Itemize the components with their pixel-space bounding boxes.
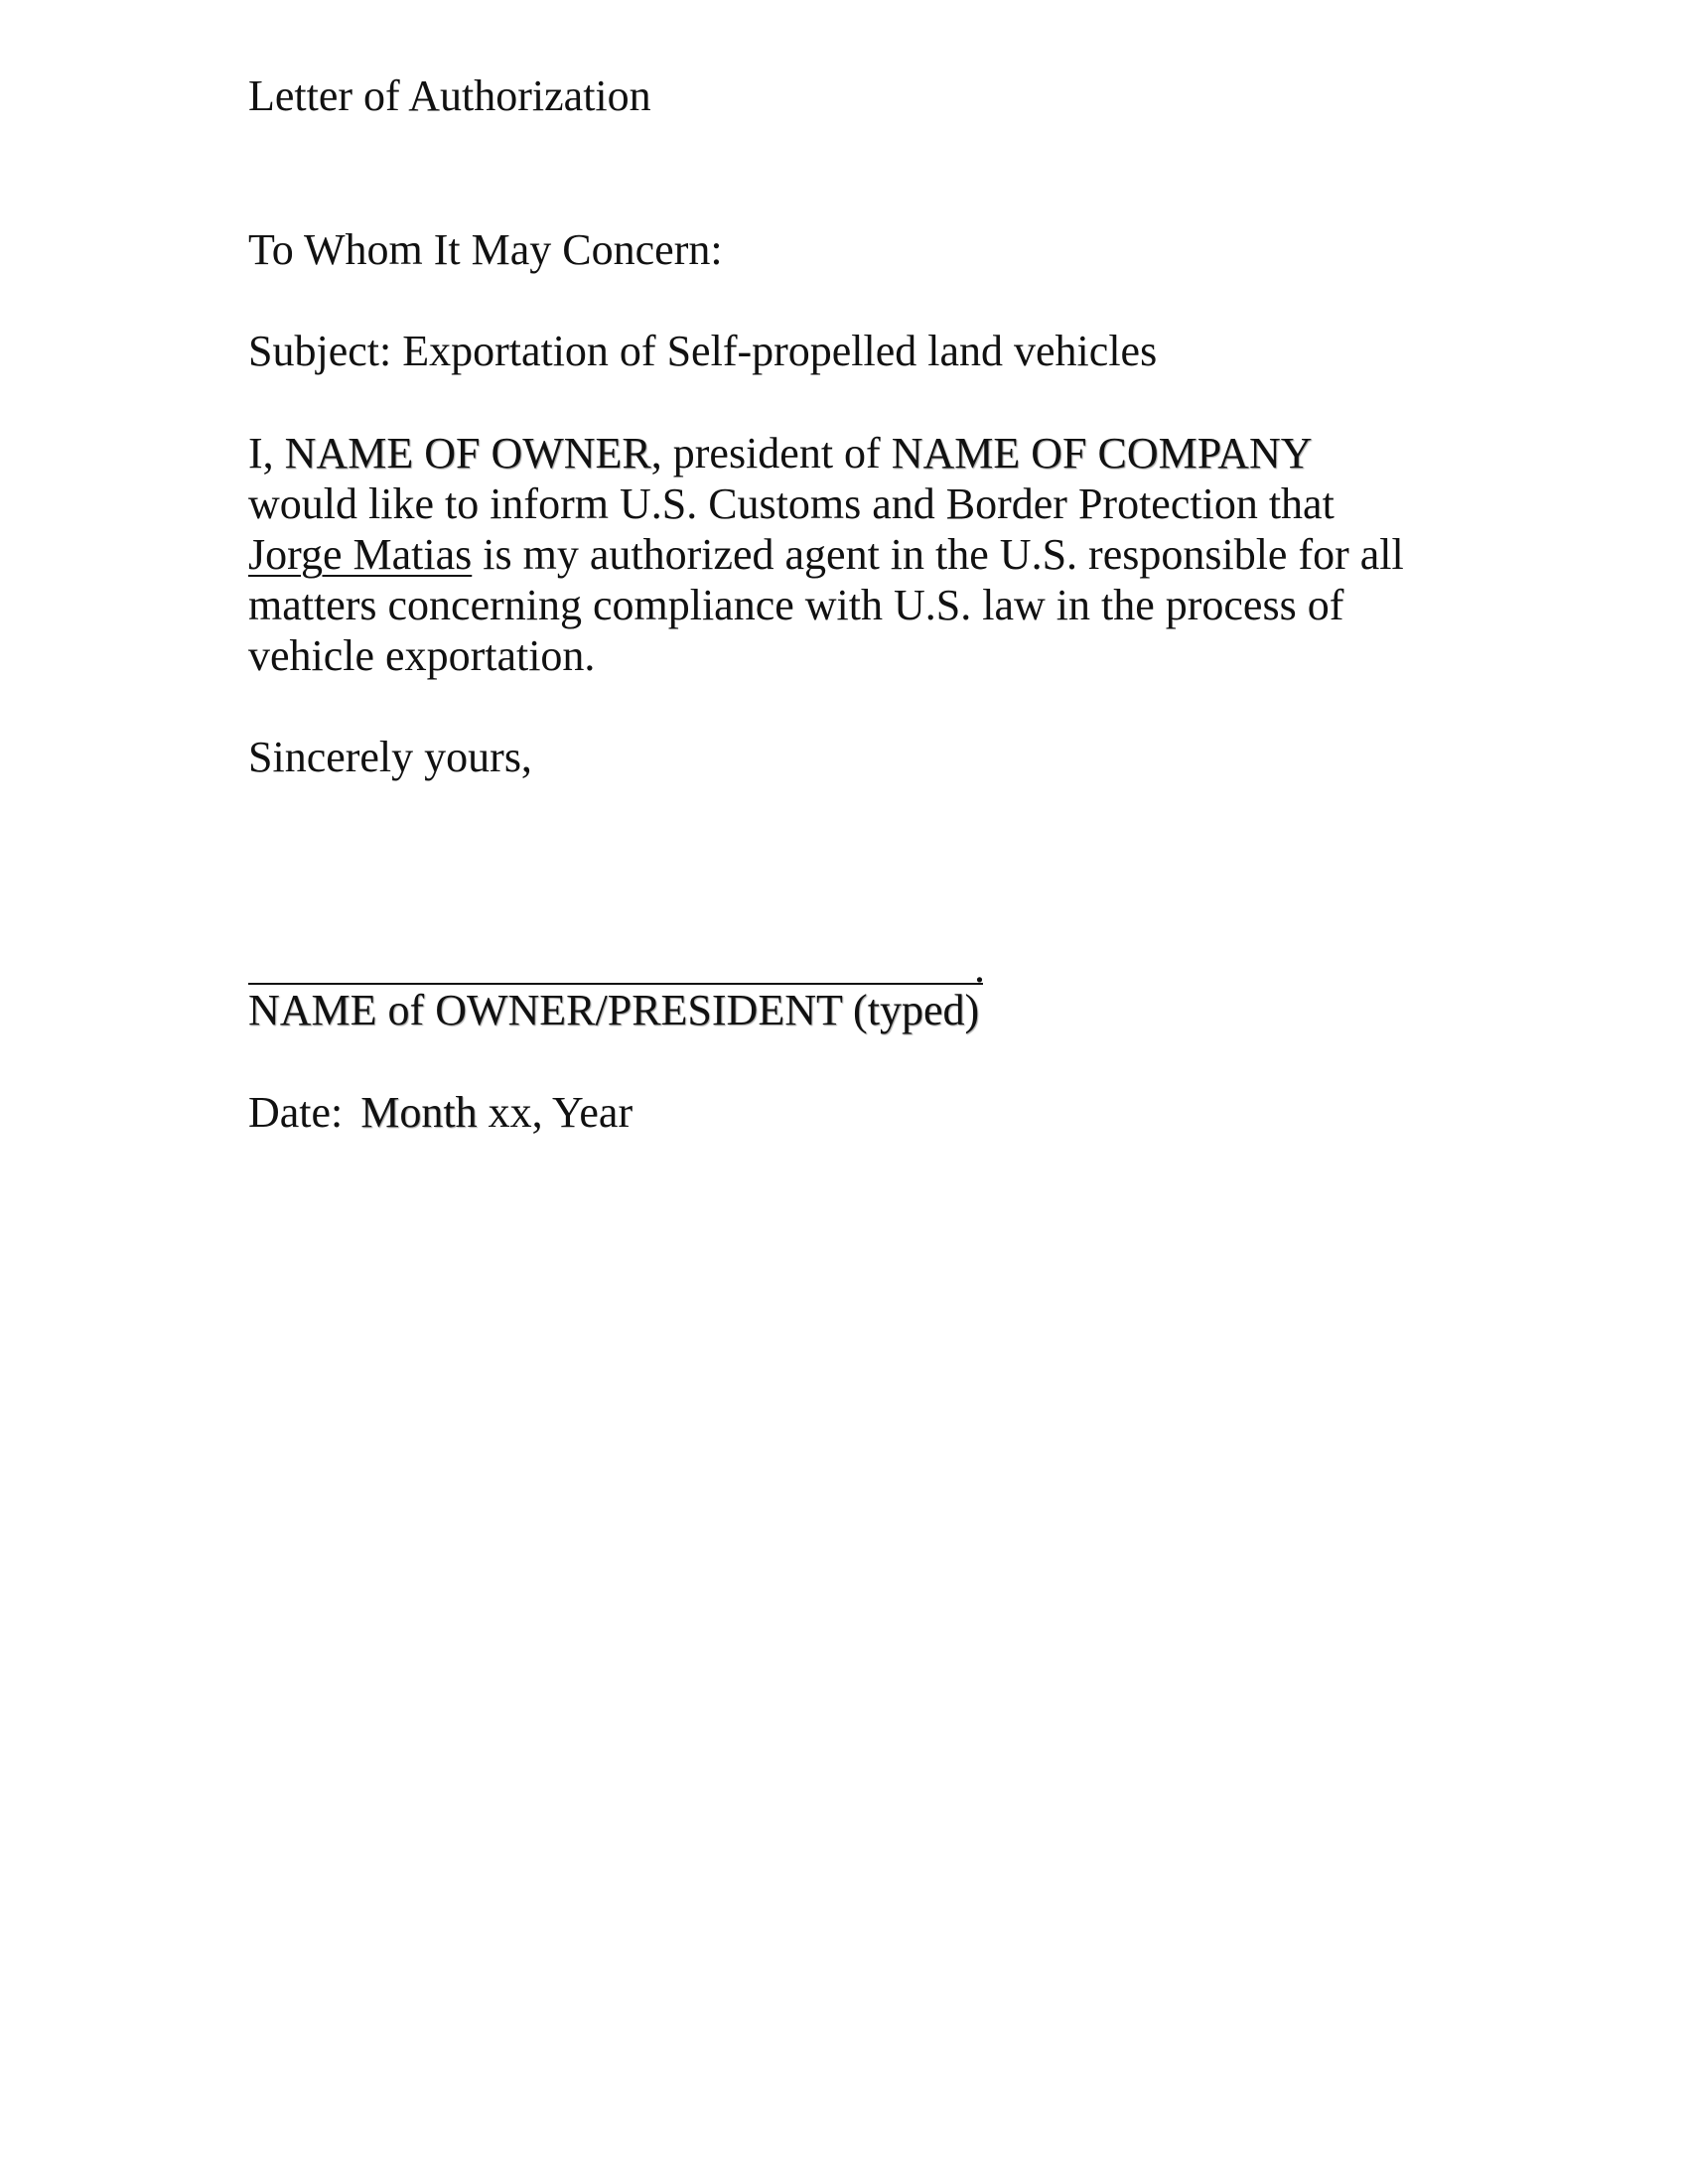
paragraph-line-4: matters concerning compliance with U.S. law in the process of [248,581,1344,629]
paragraph-line-2: would like to inform U.S. Customs and Border Protection that [248,479,1335,528]
paragraph-line-1 [248,428,1440,478]
date-line [248,1087,633,1138]
authorization-paragraph [248,428,1440,681]
signature-line-period: . [974,943,985,992]
date-label: Date: [248,1088,344,1137]
signer-name-placeholder: NAME of OWNER/PRESIDENT (typed) [248,986,980,1034]
paragraph-line-5: vehicle exportation. [248,631,596,680]
authorized-agent-name: Jorge Matias [248,530,473,579]
agent-responsibility-text: is my authorized agent in the U.S. responsible for all [472,530,1404,579]
subject-line: Subject: Exportation of Self-propelled land vehicles [248,327,1158,375]
letter-title: Letter of Authorization [248,71,651,120]
president-of-text: , president of [650,429,892,478]
salutation: To Whom It May Concern: [248,225,723,274]
paragraph-prefix: I, [248,429,285,478]
owner-name-placeholder: NAME OF OWNER [284,429,651,478]
date-month-placeholder: Month [360,1088,478,1137]
closing: Sincerely yours, [248,733,532,781]
company-name-placeholder: NAME OF COMPANY [891,429,1313,478]
paragraph-line-3 [248,529,1440,580]
date-day-year-placeholder: xx, Year [477,1088,633,1137]
